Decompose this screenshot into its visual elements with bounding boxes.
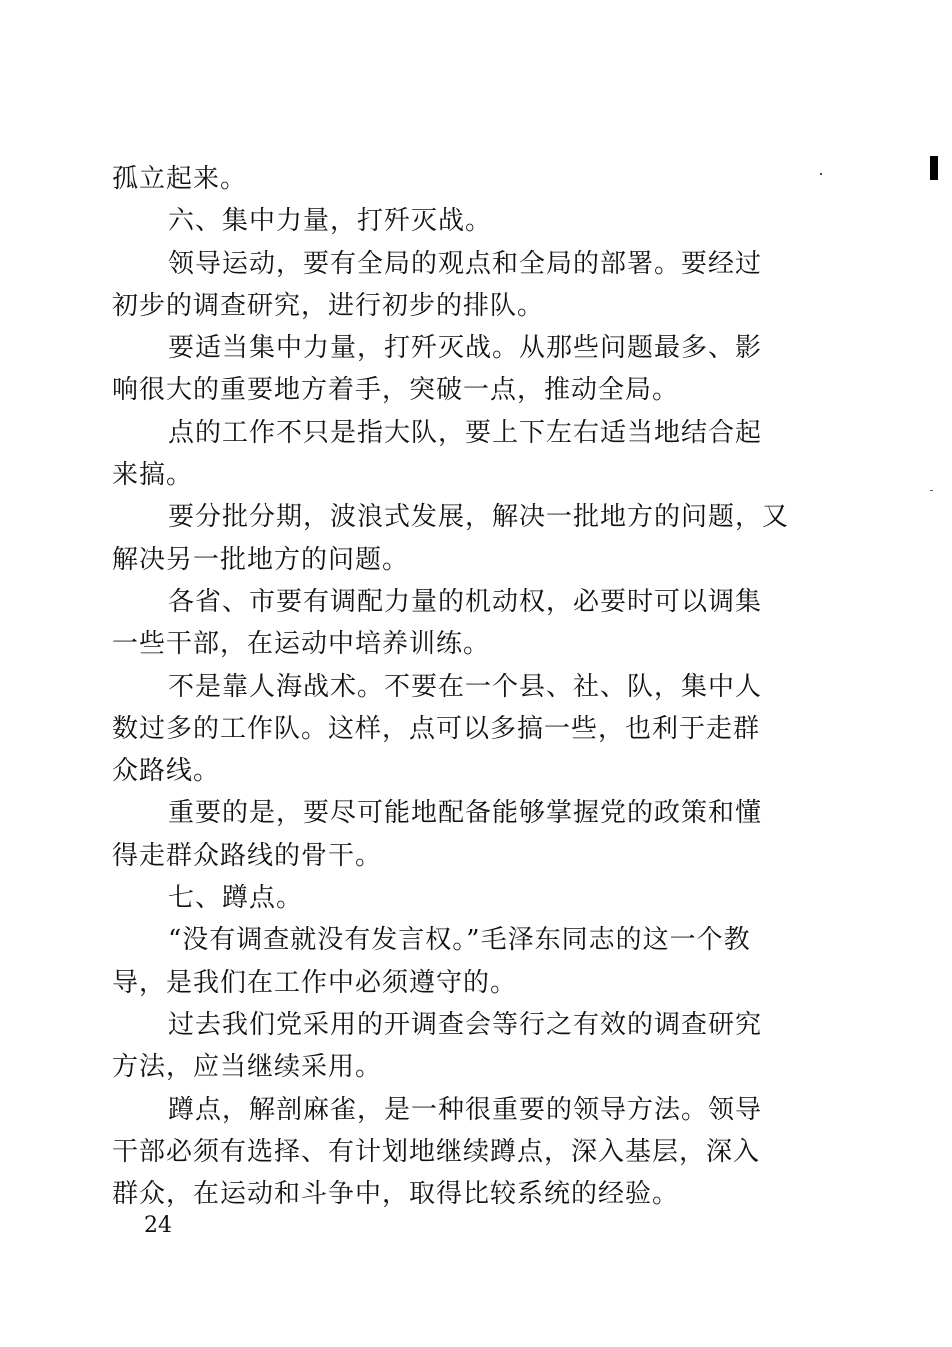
- text-line: 要适当集中力量，打歼灭战。从那些问题最多、影: [168, 333, 763, 364]
- page-number: 24: [144, 1213, 172, 1238]
- text-line: 初步的调查研究，进行初步的排队。: [112, 290, 545, 321]
- text-line: 要分批分期，波浪式发展，解决一批地方的问题，又: [168, 502, 790, 533]
- text-line: 领导运动，要有全局的观点和全局的部署。要经过: [168, 248, 763, 279]
- text-line: 点的工作不只是指大队，要上下左右适当地结合起: [168, 417, 763, 448]
- scan-speck: [820, 173, 822, 175]
- text-line: 响很大的重要地方着手，突破一点，推动全局。: [112, 375, 680, 406]
- text-line: 蹲点，解剖麻雀，是一种很重要的领导方法。领导: [168, 1094, 763, 1125]
- text-line: 群众，在运动和斗争中，取得比较系统的经验。: [112, 1179, 680, 1210]
- text-line: 方法，应当继续采用。: [112, 1052, 383, 1083]
- text-line: 各省、市要有调配力量的机动权，必要时可以调集: [168, 586, 763, 617]
- body-text: [112, 158, 812, 1215]
- text-line: 数过多的工作队。这样，点可以多搞一些，也利于走群: [112, 713, 761, 744]
- text-line: 解决另一批地方的问题。: [112, 544, 410, 575]
- text-line: 重要的是，要尽可能地配备能够掌握党的政策和懂: [168, 798, 763, 829]
- text-line: 得走群众路线的骨干。: [112, 840, 383, 871]
- text-line: “没有调查就没有发言权。”毛泽东同志的这一个教: [168, 925, 751, 956]
- scan-edge-mark: [930, 156, 938, 180]
- section-heading: 六、集中力量，打歼灭战。: [168, 206, 493, 237]
- text-line: 孤立起来。: [112, 164, 248, 194]
- text-line: 来搞。: [112, 460, 194, 491]
- scan-speck: [930, 490, 933, 491]
- text-line: 导，是我们在工作中必须遵守的。: [112, 967, 518, 998]
- text-line: 过去我们党采用的开调查会等行之有效的调查研究: [168, 1009, 763, 1040]
- text-line: 众路线。: [112, 756, 221, 787]
- text-line: 干部必须有选择、有计划地继续蹲点，深入基层，深入: [112, 1136, 761, 1167]
- text-line: 一些干部，在运动中培养训练。: [112, 629, 491, 660]
- text-line: 不是靠人海战术。不要在一个县、社、队，集中人: [168, 671, 763, 702]
- section-heading: 七、蹲点。: [168, 883, 304, 914]
